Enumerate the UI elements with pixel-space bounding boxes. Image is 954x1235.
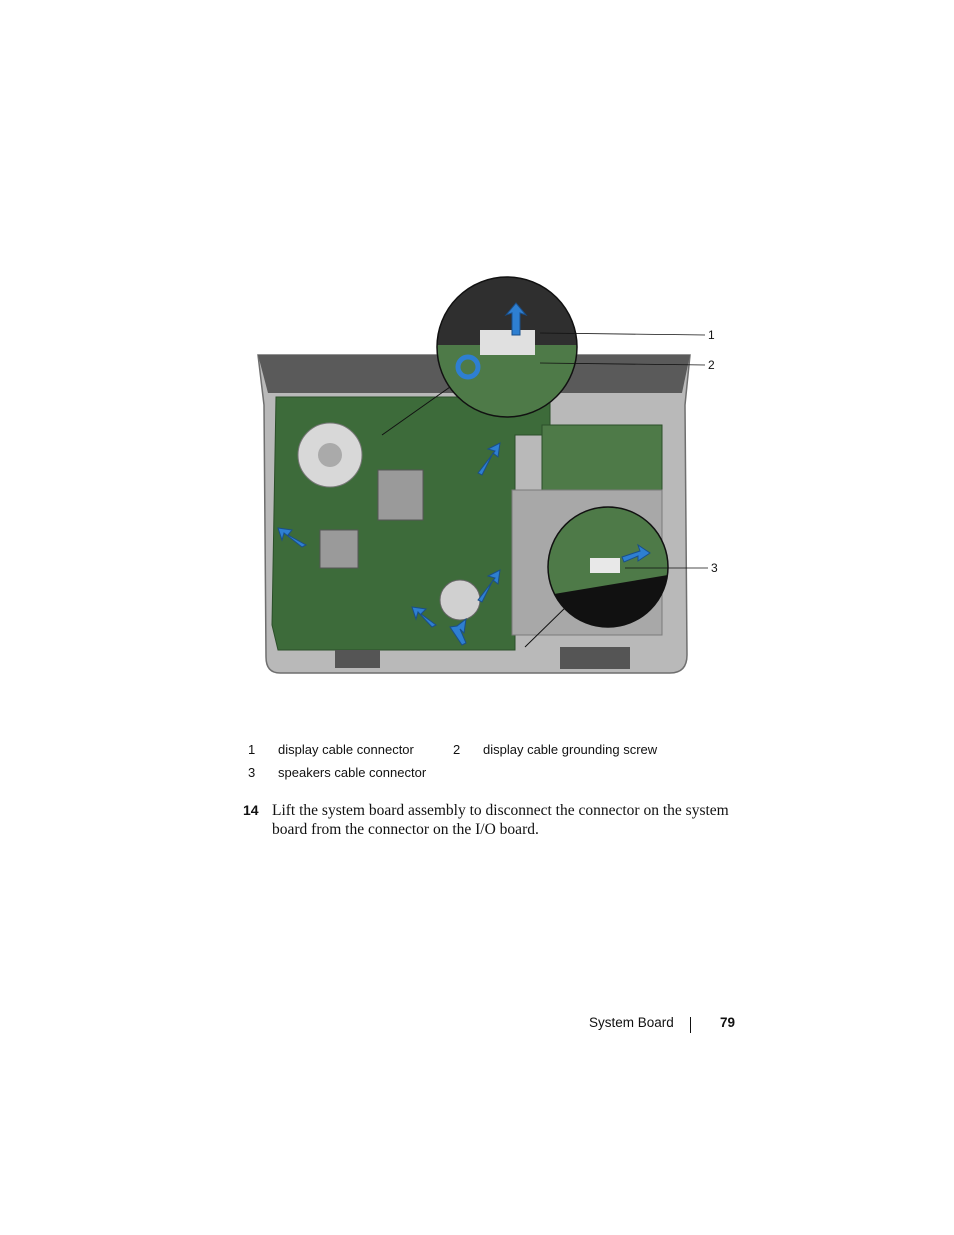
legend-label: display cable connector: [278, 742, 414, 757]
callout-3: 3: [711, 561, 718, 575]
legend-number: 3: [248, 765, 256, 780]
system-board-drawing: [250, 275, 720, 685]
cpu-socket: [378, 470, 423, 520]
wireless-card: [542, 425, 662, 490]
fan-hub: [318, 443, 342, 467]
footer-section-title: System Board: [589, 1015, 674, 1030]
system-board-illustration: [250, 275, 720, 685]
step-text: Lift the system board assembly to disconnect the connector on the system board from the connector on the I/O board.: [272, 802, 729, 838]
callout-2: 2: [708, 358, 715, 372]
speaker-left: [335, 650, 380, 668]
footer-divider: [690, 1017, 691, 1033]
speaker-right: [560, 647, 630, 669]
procedure-step: [243, 801, 743, 839]
chipset: [320, 530, 358, 568]
step-number: 14: [243, 802, 259, 818]
legend-label: speakers cable connector: [278, 765, 427, 780]
page-number: 79: [720, 1015, 736, 1030]
callout-1: 1: [708, 328, 715, 342]
legend-number: 1: [248, 742, 256, 757]
legend-label: display cable grounding screw: [483, 742, 658, 757]
coin-battery: [440, 580, 480, 620]
legend-number: 2: [453, 742, 461, 757]
